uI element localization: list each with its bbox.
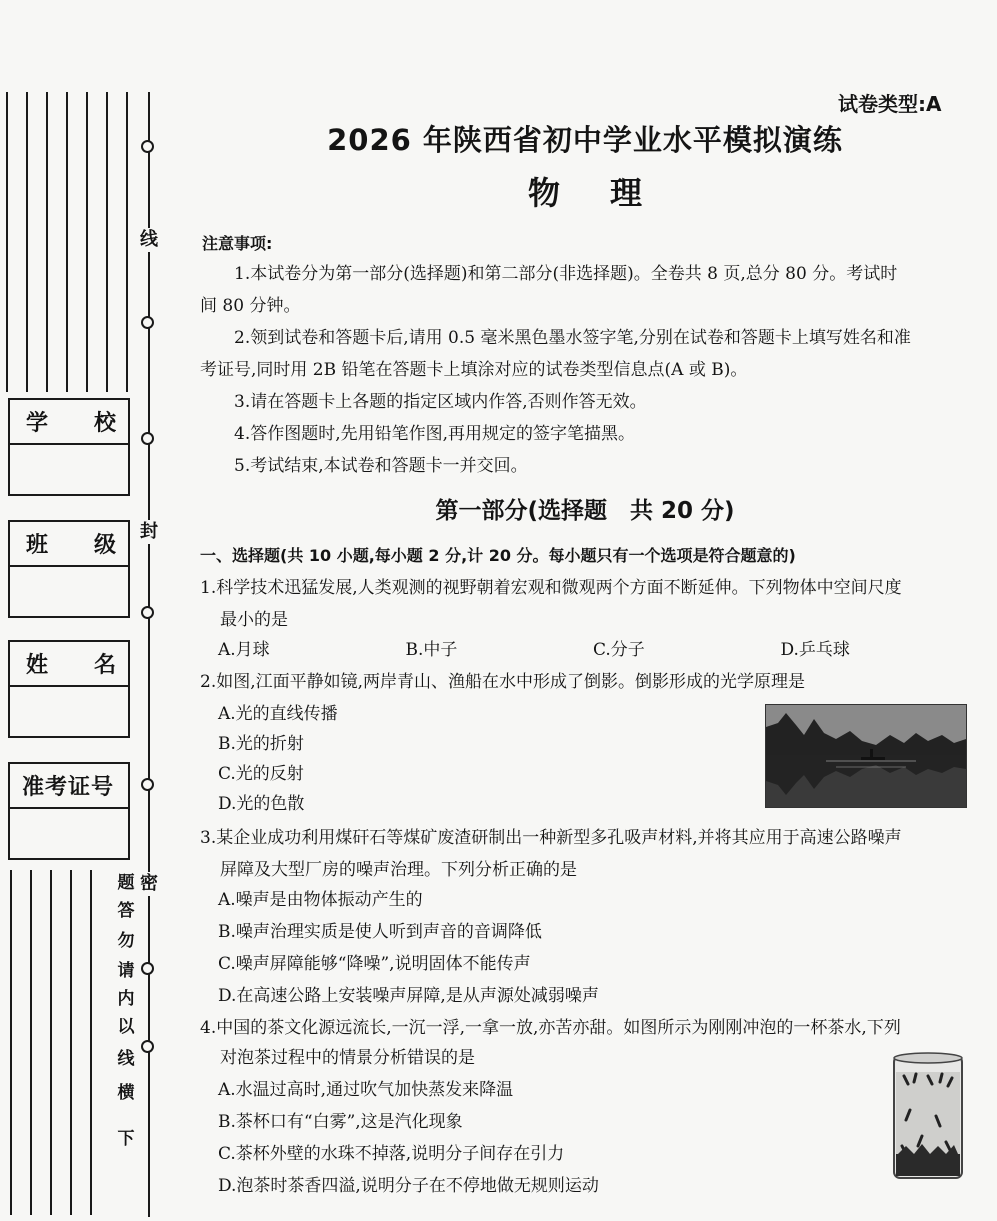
- binding-line: [70, 870, 72, 1215]
- option: C.光的反射: [218, 764, 304, 784]
- option: A.噪声是由物体振动产生的: [218, 890, 423, 910]
- subject-title: [200, 168, 970, 214]
- notice-line: 2.领到试卷和答题卡后,请用 0.5 毫米黑色墨水签字笔,分别在试卷和答题卡上填写姓名和准: [234, 328, 911, 348]
- notice-line: 3.请在答题卡上各题的指定区域内作答,否则作答无效。: [234, 392, 647, 412]
- section-title: 第一部分(选择题 共 20 分): [435, 498, 735, 524]
- option: A.月球: [218, 640, 270, 660]
- exam-title: 2026 年陕西省初中学业水平模拟演练: [327, 123, 843, 157]
- question-stem: 2.如图,江面平静如镜,两岸青山、渔船在水中形成了倒影。倒影形成的光学原理是: [200, 672, 806, 692]
- tea-cup-photo: [888, 1050, 968, 1182]
- seal-note-char: 勿: [117, 931, 135, 951]
- seal-mark: 封: [140, 521, 158, 542]
- option: D.在高速公路上安装噪声屏障,是从声源处减弱噪声: [218, 986, 599, 1006]
- binding-line: [30, 870, 32, 1215]
- field-label-char: 级: [93, 533, 116, 558]
- notice-line: 4.答作图题时,先用铅笔作图,再用规定的签字笔描黑。: [234, 424, 636, 444]
- binding-line: [126, 92, 128, 392]
- binding-line: [50, 870, 52, 1215]
- seal-note-char: 内: [117, 989, 135, 1009]
- river-reflection-photo: [765, 704, 967, 808]
- binding-line: [86, 92, 88, 392]
- seal-note-char: 题: [117, 873, 135, 893]
- seal-note-char: 请: [117, 961, 135, 981]
- option: C.分子: [593, 640, 645, 660]
- seal-note-char: 横: [117, 1083, 135, 1103]
- notice-heading: 注意事项:: [202, 234, 273, 253]
- name-field[interactable]: [8, 640, 130, 738]
- school-field[interactable]: [8, 398, 130, 496]
- river-reflection-photo-graphic: [766, 705, 966, 807]
- notice-line: 1.本试卷分为第一部分(选择题)和第二部分(非选择题)。全卷共 8 页,总分 80 分。考试时: [234, 264, 898, 284]
- option: D.乒乓球: [780, 640, 850, 660]
- option: D.泡茶时茶香四溢,说明分子在不停地做无规则运动: [218, 1176, 599, 1196]
- option: A.光的直线传播: [218, 704, 338, 724]
- seal-note-char: 答: [117, 901, 135, 921]
- seal-ring: [141, 962, 154, 975]
- exam-id-field[interactable]: [8, 762, 130, 860]
- notice-line: 5.考试结束,本试卷和答题卡一并交回。: [234, 456, 528, 476]
- option: B.茶杯口有“白雾”,这是汽化现象: [218, 1112, 463, 1132]
- seal-mark: 线: [140, 229, 158, 250]
- option: C.茶杯外壁的水珠不掉落,说明分子间存在引力: [218, 1144, 565, 1164]
- binding-line: [106, 92, 108, 392]
- binding-line: [46, 92, 48, 392]
- option: B.噪声治理实质是使人听到声音的音调降低: [218, 922, 542, 942]
- option-row: [218, 634, 968, 666]
- notice-line: 间 80 分钟。: [200, 296, 301, 316]
- seal-ring: [141, 432, 154, 445]
- class-field-label: [10, 522, 128, 567]
- option: C.噪声屏障能够“降噪”,说明固体不能传声: [218, 954, 531, 974]
- field-label-char: 学: [26, 411, 49, 436]
- seal-note-char: 以: [117, 1017, 135, 1037]
- subject-char: 物: [527, 174, 560, 212]
- seal-note-char: 下: [117, 1129, 135, 1149]
- binding-line: [6, 92, 8, 392]
- question-stem: 4.中国的茶文化源远流长,一沉一浮,一拿一放,亦苦亦甜。如图所示为刚刚冲泡的一杯茶水,下列: [200, 1018, 901, 1038]
- binding-line: [66, 92, 68, 392]
- school-field-label: [10, 400, 128, 445]
- option: A.水温过高时,通过吹气加快蒸发来降温: [218, 1080, 514, 1100]
- seal-ring: [141, 140, 154, 153]
- subject-char: 理: [610, 174, 643, 212]
- question-stem: 对泡茶过程中的情景分析错误的是: [220, 1048, 475, 1068]
- option: B.中子: [405, 640, 458, 660]
- name-field-label: [10, 642, 128, 687]
- tea-cup-photo-graphic: [888, 1050, 968, 1182]
- option: B.光的折射: [218, 734, 304, 754]
- binding-line: [10, 870, 12, 1215]
- seal-ring: [141, 606, 154, 619]
- seal-ring: [141, 778, 154, 791]
- seal-ring: [141, 1040, 154, 1053]
- question-stem: 屏障及大型厂房的噪声治理。下列分析正确的是: [220, 860, 577, 880]
- seal-note-char: 线: [117, 1049, 135, 1069]
- field-label-char: 名: [93, 653, 116, 678]
- field-label-char: 班: [26, 533, 49, 558]
- section-instruction: 一、选择题(共 10 小题,每小题 2 分,计 20 分。每小题只有一个选项是符合题意的): [200, 546, 796, 565]
- seal-mark: 密: [140, 873, 158, 894]
- exam-id-field-label: 准考证号: [10, 764, 128, 809]
- field-label-char: 姓: [26, 653, 49, 678]
- field-label-char: 校: [93, 411, 116, 436]
- binding-line: [26, 92, 28, 392]
- seal-ring: [141, 316, 154, 329]
- notice-line: 考证号,同时用 2B 铅笔在答题卡上填涂对应的试卷类型信息点(A 或 B)。: [200, 360, 748, 380]
- question-stem: 3.某企业成功利用煤矸石等煤矿废渣研制出一种新型多孔吸声材料,并将其应用于高速公路噪声: [200, 828, 902, 848]
- paper-type: 试卷类型:A: [838, 92, 942, 116]
- binding-line: [90, 870, 92, 1215]
- option: D.光的色散: [218, 794, 305, 814]
- question-stem: 最小的是: [220, 610, 288, 630]
- question-stem: 1.科学技术迅猛发展,人类观测的视野朝着宏观和微观两个方面不断延伸。下列物体中空间尺度: [200, 578, 902, 598]
- class-field[interactable]: [8, 520, 130, 618]
